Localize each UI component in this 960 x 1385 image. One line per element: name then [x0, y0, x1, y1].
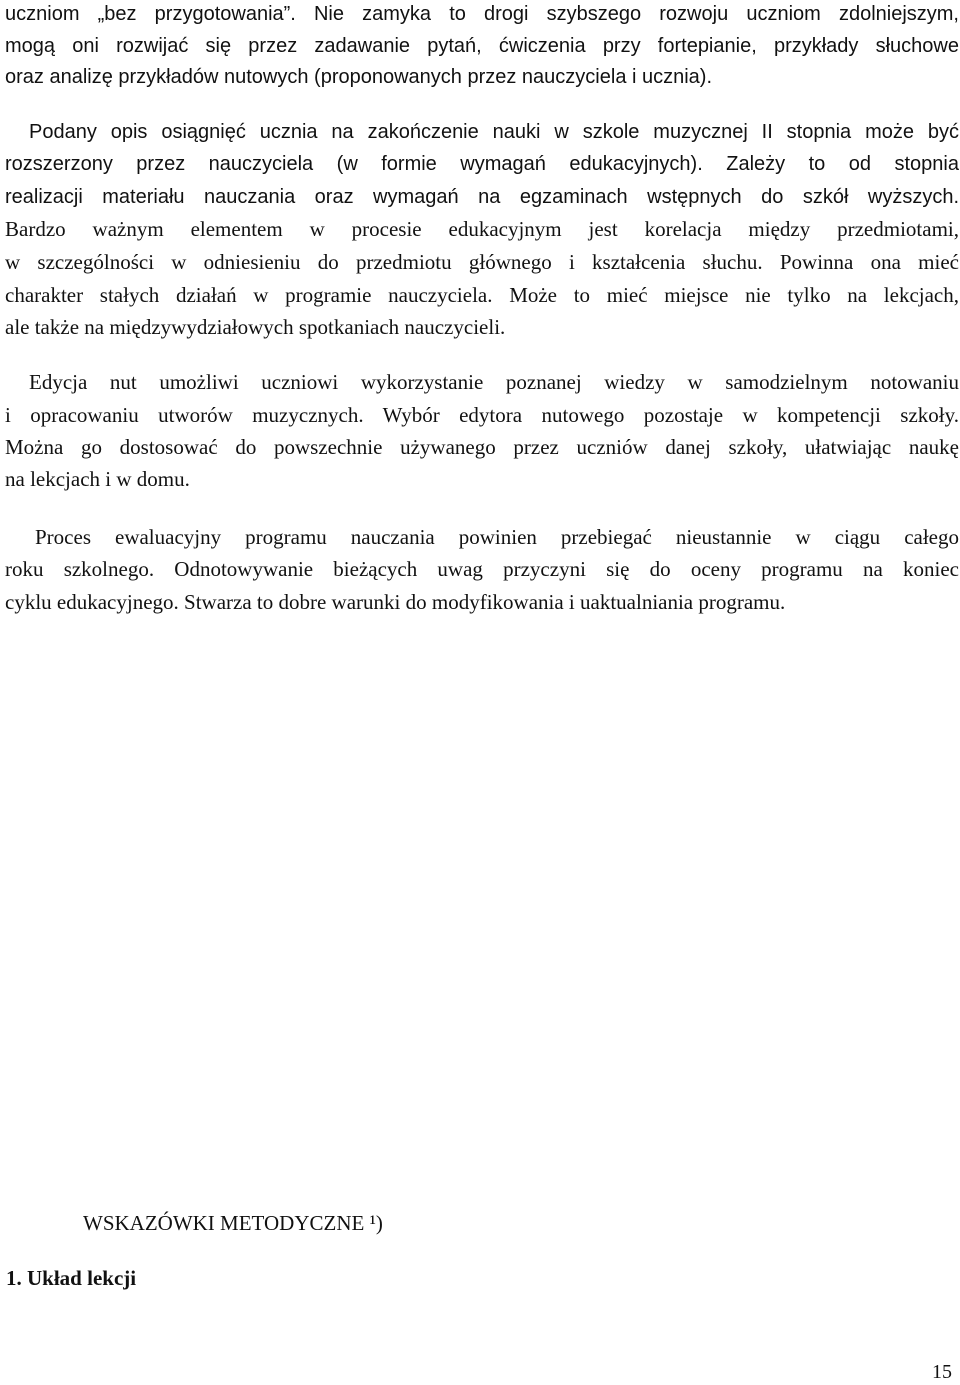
paragraph-2-line-1: Podany opis osiągnięć ucznia na zakończenie nauki w szkole muzycznej II stopnia może być	[29, 121, 959, 143]
paragraph-4-line-3: cyklu edukacyjnego. Stwarza to dobre warunki do modyfikowania i uaktualniania programu.	[5, 590, 786, 614]
paragraph-2-line-3: realizacji materiału nauczania oraz wymagań na egzaminach wstępnych do szkół wyższych.	[5, 186, 959, 208]
paragraph-2-line-6: charakter stałych działań w programie nauczyciela. Może to mieć miejsce nie tylko na lekcjach,	[5, 283, 959, 307]
paragraph-3-line-4: na lekcjach i w domu.	[5, 467, 190, 491]
paragraph-1-line-1: uczniom „bez przygotowania”. Nie zamyka to drogi szybszego rozwoju uczniom zdolniejszym,	[5, 3, 959, 25]
paragraph-2-line-2: rozszerzony przez nauczyciela (w formie wymagań edukacyjnych). Zależy to od stopnia	[5, 153, 959, 175]
paragraph-4-line-1: Proces ewaluacyjny programu nauczania powinien przebiegać nieustannie w ciągu całego	[35, 525, 959, 549]
paragraph-1-line-3: oraz analizę przykładów nutowych (proponowanych przez nauczyciela i ucznia).	[5, 66, 713, 88]
page-number: 15	[932, 1361, 952, 1383]
section-title: 1. Układ lekcji	[6, 1266, 137, 1290]
paragraph-2-line-7: ale także na międzywydziałowych spotkaniach nauczycieli.	[5, 315, 506, 339]
paragraph-2-line-5: w szczególności w odniesieniu do przedmiotu głównego i kształcenia słuchu. Powinna ona mieć	[5, 250, 959, 274]
paragraph-2-line-4: Bardzo ważnym elementem w procesie edukacyjnym jest korelacja między przedmiotami,	[5, 217, 959, 241]
paragraph-4-line-2: roku szkolnego. Odnotowywanie bieżących uwag przyczyni się do oceny programu na koniec	[5, 557, 959, 581]
paragraph-3-line-3: Można go dostosować do powszechnie używanego przez uczniów danej szkoły, ułatwiając naukę	[5, 435, 959, 459]
section-heading: WSKAZÓWKI METODYCZNE ¹)	[83, 1211, 383, 1235]
paragraph-3-line-1: Edycja nut umożliwi uczniowi wykorzystanie poznanej wiedzy w samodzielnym notowaniu	[29, 370, 959, 394]
paragraph-1-line-2: mogą oni rozwijać się przez zadawanie pytań, ćwiczenia przy fortepianie, przykłady słuchowe	[5, 35, 959, 57]
paragraph-3-line-2: i opracowaniu utworów muzycznych. Wybór edytora nutowego pozostaje w kompetencji szkoły.	[5, 403, 959, 427]
